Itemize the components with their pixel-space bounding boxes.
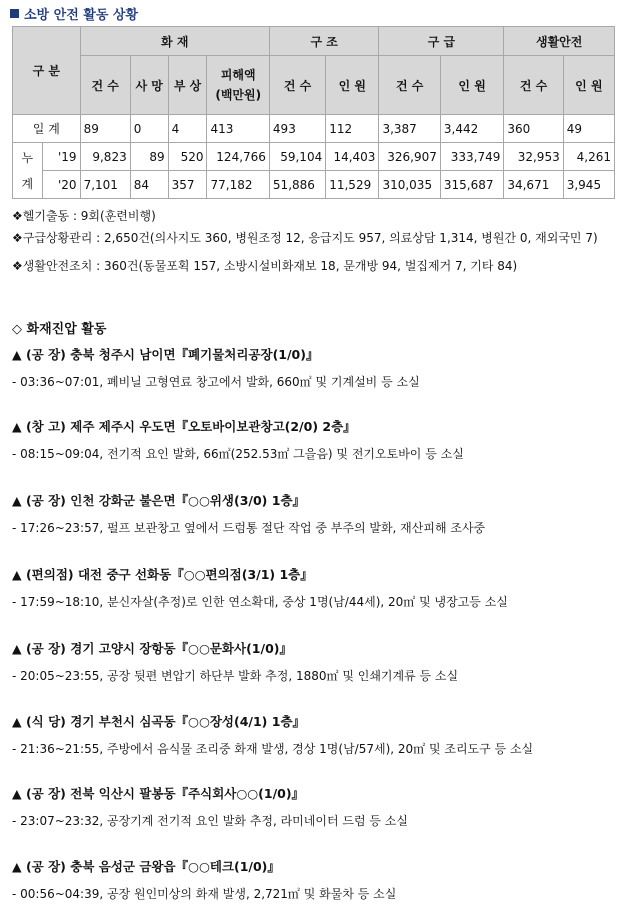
subheader: 인 원 bbox=[440, 56, 503, 115]
incident-heading: ▲ (공 장) 인천 강화군 불은면『○○위생(3/0) 1층』 bbox=[12, 493, 306, 508]
header-fire: 화 재 bbox=[80, 27, 269, 56]
table-cell: 3,442 bbox=[440, 115, 503, 143]
subheader: 인 원 bbox=[563, 56, 614, 115]
note-ems-management: ❖구급상황관리 : 2,650건(의사지도 360, 병원조정 12, 응급지도 957, 의료상담 1,314, 병원간 0, 재외국민 7) bbox=[12, 231, 598, 245]
incident-item bbox=[12, 565, 618, 610]
page-title bbox=[10, 4, 138, 23]
table-cell: 89 bbox=[130, 143, 168, 171]
incident-item bbox=[12, 712, 618, 757]
header-rescue: 구 조 bbox=[269, 27, 379, 56]
section-heading: ◇ 화재진압 활동 bbox=[12, 322, 107, 337]
incident-item bbox=[12, 784, 618, 829]
table-cell: 493 bbox=[269, 115, 325, 143]
subheader: 건 수 bbox=[379, 56, 440, 115]
incident-detail: - 23:07~23:32, 공장기계 전기적 요인 발화 추정, 라미네이터 드럼 등 소실 bbox=[12, 814, 408, 828]
subheader: 건 수 bbox=[80, 56, 130, 115]
subheader: 건 수 bbox=[269, 56, 325, 115]
table-cell: 4,261 bbox=[563, 143, 614, 171]
table-row bbox=[13, 143, 615, 171]
table-cell: 520 bbox=[168, 143, 207, 171]
table-cell: 51,886 bbox=[269, 171, 325, 199]
row-label: '20 bbox=[42, 171, 80, 199]
table-row bbox=[13, 115, 615, 143]
incident-heading: ▲ (편의점) 대전 중구 선화동『○○편의점(3/1) 1층』 bbox=[12, 567, 313, 582]
square-bullet-icon bbox=[10, 9, 19, 18]
incident-heading: ▲ (식 당) 경기 부천시 심곡동『○○장성(4/1) 1층』 bbox=[12, 714, 306, 729]
table-cell: 4 bbox=[168, 115, 207, 143]
header-safety: 생활안전 bbox=[504, 27, 615, 56]
table-row bbox=[13, 171, 615, 199]
cum-label-2: 계 bbox=[21, 176, 34, 191]
header-gubun: 구 분 bbox=[13, 27, 81, 115]
page-title-text: 소방 안전 활동 상황 bbox=[24, 8, 139, 23]
incident-detail: - 03:36~07:01, 폐비닐 고형연료 창고에서 발화, 660㎡ 및 기계설비 등 소실 bbox=[12, 375, 420, 389]
table-cell: 59,104 bbox=[269, 143, 325, 171]
subheader: 부 상 bbox=[168, 56, 207, 115]
table-cell: 77,182 bbox=[207, 171, 269, 199]
incident-detail: - 00:56~04:39, 공장 원인미상의 화재 발생, 2,721㎡ 및 화물차 등 소실 bbox=[12, 887, 397, 901]
table-cell: 7,101 bbox=[80, 171, 130, 199]
incident-detail: - 08:15~09:04, 전기적 요인 발화, 66㎡(252.53㎡ 그을음) 및 전기오토바이 등 소실 bbox=[12, 447, 464, 461]
incident-item bbox=[12, 491, 618, 536]
table-cell: 49 bbox=[563, 115, 614, 143]
table-cell: 3,387 bbox=[379, 115, 440, 143]
incident-detail: - 17:59~18:10, 분신자살(추정)로 인한 연소확대, 중상 1명(남/44세), 20㎡ 및 냉장고등 소실 bbox=[12, 595, 508, 609]
incident-heading: ▲ (공 장) 전북 익산시 팔봉동『주식회사○○(1/0)』 bbox=[12, 786, 305, 801]
notes-block bbox=[12, 205, 618, 277]
table-cell: 413 bbox=[207, 115, 269, 143]
table-cell: 112 bbox=[326, 115, 379, 143]
table-cell: 3,945 bbox=[563, 171, 614, 199]
incident-heading: ▲ (공 장) 충북 음성군 금왕읍『○○테크(1/0)』 bbox=[12, 859, 280, 874]
note-helicopter: ❖헬기출동 : 9회(훈련비행) bbox=[12, 209, 156, 223]
incident-item bbox=[12, 345, 618, 390]
incident-item bbox=[12, 417, 618, 462]
subheader: 피해액 (백만원) bbox=[207, 56, 269, 115]
table-cell: 357 bbox=[168, 171, 207, 199]
note-safety-actions: ❖생활안전조치 : 360건(동물포획 157, 소방시설비화재보 18, 문개방 94, 벌집제거 7, 기타 84) bbox=[12, 259, 518, 273]
table-cell: 333,749 bbox=[440, 143, 503, 171]
incident-detail: - 21:36~21:55, 주방에서 음식물 조리중 화재 발생, 경상 1명(남/57세), 20㎡ 및 조리도구 등 소실 bbox=[12, 742, 534, 756]
table-cell: 11,529 bbox=[326, 171, 379, 199]
table-cell: 360 bbox=[504, 115, 563, 143]
incident-heading: ▲ (창 고) 제주 제주시 우도면『오토바이보관창고(2/0) 2층』 bbox=[12, 419, 356, 434]
header-ems: 구 급 bbox=[379, 27, 504, 56]
cum-label-1: 누 bbox=[21, 150, 34, 165]
stats-table bbox=[12, 26, 615, 199]
table-cell: 124,766 bbox=[207, 143, 269, 171]
table-cell: 9,823 bbox=[80, 143, 130, 171]
cum-label bbox=[13, 143, 43, 199]
table-cell: 89 bbox=[80, 115, 130, 143]
incident-detail: - 17:26~23:57, 펄프 보관창고 옆에서 드럼통 절단 작업 중 부주의 발화, 재산피해 조사중 bbox=[12, 521, 486, 535]
row-label: '19 bbox=[42, 143, 80, 171]
table-cell: 14,403 bbox=[326, 143, 379, 171]
incident-item bbox=[12, 639, 618, 684]
incident-heading: ▲ (공 장) 충북 청주시 남이면『폐기물처리공장(1/0)』 bbox=[12, 347, 319, 362]
row-label: 일 계 bbox=[13, 115, 81, 143]
incident-heading: ▲ (공 장) 경기 고양시 장항동『○○문화사(1/0)』 bbox=[12, 641, 292, 656]
incident-detail: - 20:05~23:55, 공장 뒷편 변압기 하단부 발화 추정, 1880㎡ 및 인쇄기계류 등 소실 bbox=[12, 669, 459, 683]
table-cell: 315,687 bbox=[440, 171, 503, 199]
table-cell: 326,907 bbox=[379, 143, 440, 171]
subheader: 건 수 bbox=[504, 56, 563, 115]
table-cell: 310,035 bbox=[379, 171, 440, 199]
table-cell: 34,671 bbox=[504, 171, 563, 199]
table-cell: 0 bbox=[130, 115, 168, 143]
subheader: 인 원 bbox=[326, 56, 379, 115]
table-cell: 32,953 bbox=[504, 143, 563, 171]
incident-item bbox=[12, 857, 618, 902]
subheader: 사 망 bbox=[130, 56, 168, 115]
table-cell: 84 bbox=[130, 171, 168, 199]
